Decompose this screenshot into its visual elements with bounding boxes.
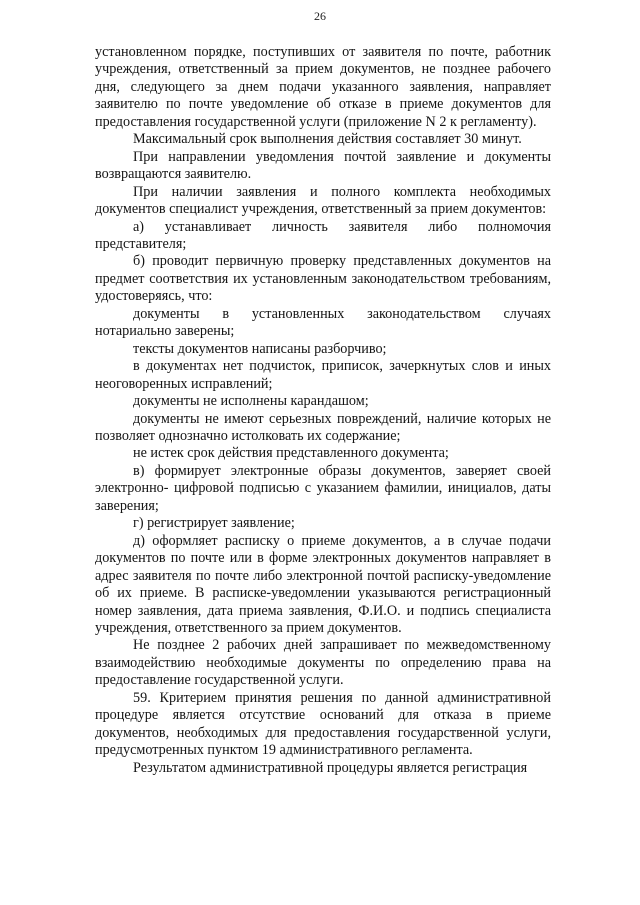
check-no-damage: документы не имеют серьезных повреждений, наличие которых не позволяет однозначно истолковать их содержание;	[95, 410, 551, 444]
list-item-b: б) проводит первичную проверку представленных документов на предмет соответствия их установленным законодательством требованиям, удостоверяясь, что:	[95, 253, 551, 305]
paragraph-return-documents: При направлении уведомления почтой заявление и документы возвращаются заявителю.	[95, 148, 551, 183]
document-body	[95, 44, 551, 777]
list-item-v: в) формирует электронные образы документов, заверяет своей электронно- цифровой подписью с указанием фамилии, инициалов, даты заверения;	[95, 462, 551, 514]
list-item-a: а) устанавливает личность заявителя либо полномочия представителя;	[95, 218, 551, 252]
check-not-pencil: документы не исполнены карандашом;	[133, 393, 369, 410]
paragraph-max-time: Максимальный срок выполнения действия составляет 30 минут.	[133, 131, 522, 148]
paragraph-complete-set: При наличии заявления и полного комплекта необходимых документов специалист учреждения, ответственный за прием документов:	[95, 183, 551, 218]
check-legible: тексты документов написаны разборчиво;	[133, 340, 387, 357]
paragraph-result: Результатом административной процедуры является регистрация	[133, 759, 528, 776]
list-item-d: д) оформляет расписку о приеме документов, а в случае подачи документов по почте или в форме электронных документов направляет в адрес заявителя по почте либо электронной почтой расписку-уведомление об их приеме. В расписке-уведомлении указываются регистрационный номер заявления, дата приема заявления, Ф.И.О. и подпись специалиста учреждения, ответственного за прием документов.	[95, 532, 551, 636]
check-notarized: документы в установленных законодательством случаях нотариально заверены;	[95, 305, 551, 340]
check-no-corrections: в документах нет подчисток, приписок, зачеркнутых слов и иных неоговоренных исправлений;	[95, 358, 551, 392]
paragraph-59-criterion: 59. Критерием принятия решения по данной административной процедуре является отсутствие оснований для отказа в приеме документов, необходимых для предоставления государственной услуги, предусмотренных пунктом 19 административного регламента.	[95, 689, 551, 759]
list-item-g: г) регистрирует заявление;	[133, 515, 295, 532]
paragraph-interagency-request: Не позднее 2 рабочих дней запрашивает по межведомственному взаимодействию необходимые документы по определению права на предоставление государственной услуги.	[95, 637, 551, 689]
paragraph-continuation: установленном порядке, поступивших от заявителя по почте, работник учреждения, ответственный за прием документов, не позднее рабочего дня, следующего за днем подачи указанного заявления, направляет заявителю по почте уведомление об отказе в приеме документов для предоставления государственной услуги (приложение N 2 к регламенту).	[95, 44, 551, 130]
check-not-expired: не истек срок действия представленного документа;	[133, 445, 449, 462]
page-number: 26	[314, 9, 326, 23]
